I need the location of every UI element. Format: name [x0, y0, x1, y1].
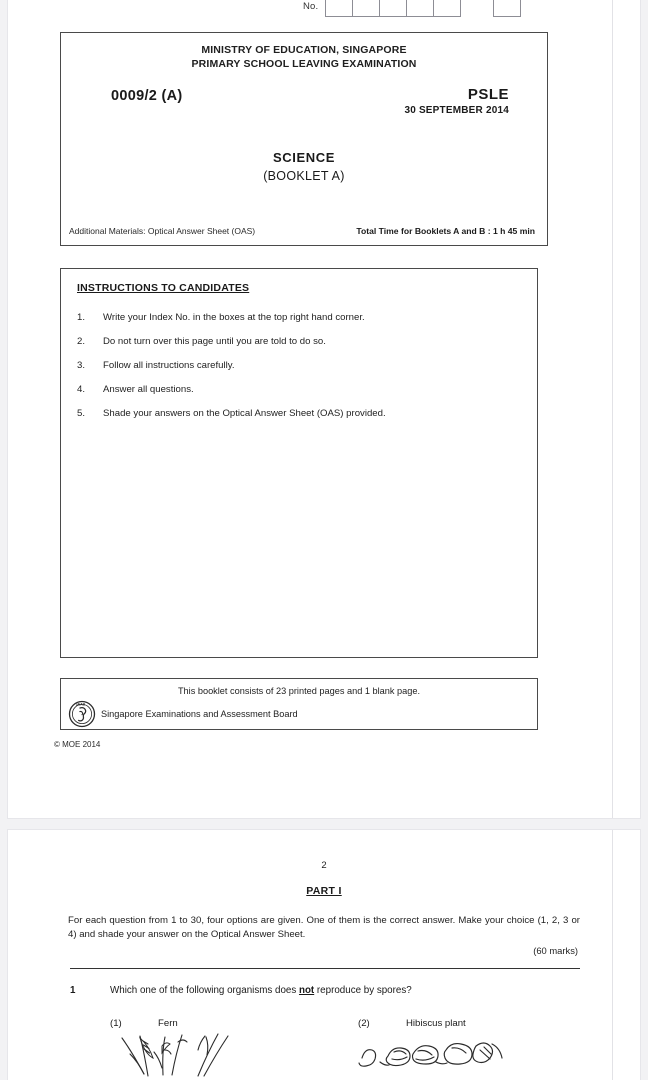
marks-note: (60 marks) — [533, 944, 578, 956]
ministry-line: MINISTRY OF EDUCATION, SINGAPORE — [201, 44, 407, 56]
part-heading: PART I — [306, 885, 342, 897]
index-cell[interactable] — [434, 0, 461, 16]
option-marker: (2) — [358, 1017, 370, 1029]
index-number-boxes[interactable] — [325, 0, 461, 17]
subject-title: SCIENCE — [273, 150, 335, 165]
paper-code-row — [61, 88, 547, 128]
part-instructions-line2: Make your choice (1, 2, 3 or 4) and shade your answer on the Optical Answer Sheet. — [68, 915, 580, 940]
question-text — [110, 985, 412, 996]
instruction-number: 2. — [77, 335, 86, 347]
instructions-heading: INSTRUCTIONS TO CANDIDATES — [77, 282, 250, 294]
instruction-number: 3. — [77, 359, 86, 371]
exam-header-box — [60, 32, 548, 246]
examination-line: PRIMARY SCHOOL LEAVING EXAMINATION — [191, 58, 417, 70]
instruction-item — [77, 312, 521, 325]
question-divider — [70, 968, 580, 969]
materials-row — [69, 226, 539, 236]
additional-materials: Additional Materials: Optical Answer Sheet (OAS) — [69, 226, 256, 236]
question-text-after: reproduce by spores? — [314, 984, 412, 996]
question-row — [70, 985, 580, 996]
option-item[interactable] — [358, 1018, 466, 1029]
index-extra-cell[interactable] — [493, 0, 521, 17]
svg-text:SEAB: SEAB — [75, 702, 86, 707]
instruction-text: Shade your answers on the Optical Answer Sheet (OAS) provided. — [103, 407, 386, 419]
total-time: Total Time for Booklets A and B : 1 h 45 min — [356, 226, 535, 236]
booklet-footer-box — [60, 678, 538, 730]
exam-short-name: PSLE — [467, 86, 509, 103]
hibiscus-drawing-icon — [358, 1032, 558, 1078]
instruction-text: Do not turn over this page until you are told to do so. — [103, 335, 326, 347]
question-emphasis: not — [298, 984, 315, 996]
exam-cover-page — [8, 0, 640, 818]
index-number-label: No. — [303, 1, 319, 12]
instruction-text: Answer all questions. — [103, 383, 194, 395]
instruction-item — [77, 384, 521, 397]
option-label-row — [110, 1018, 358, 1029]
booklet-title: (BOOKLET A) — [263, 169, 345, 183]
scan-seam — [612, 830, 613, 1080]
paper-code: 0009/2 (A) — [111, 88, 183, 104]
option-label-row — [358, 1018, 466, 1029]
copyright-notice: © MOE 2014 — [54, 740, 101, 749]
instruction-number: 5. — [77, 407, 86, 419]
page-number: 2 — [321, 860, 327, 871]
question-text-before: Which one of the following organisms does — [110, 984, 299, 996]
instruction-item — [77, 360, 521, 373]
exam-date: 30 SEPTEMBER 2014 — [404, 105, 509, 116]
scan-seam — [612, 0, 613, 818]
exam-part-one-page — [8, 830, 640, 1080]
option-item[interactable] — [110, 1018, 358, 1029]
fern-drawing-icon — [110, 1032, 300, 1078]
question-number: 1 — [70, 984, 76, 996]
instruction-text: Write your Index No. in the boxes at the top right hand corner. — [103, 312, 365, 323]
instruction-item — [77, 336, 521, 349]
index-cell[interactable] — [353, 0, 380, 16]
instruction-number: 4. — [77, 383, 86, 395]
instruction-number: 1. — [77, 312, 86, 323]
instructions-box — [60, 268, 538, 658]
index-cell[interactable] — [380, 0, 407, 16]
instruction-item — [77, 408, 521, 421]
booklet-pages-note: This booklet consists of 23 printed pages and 1 blank page. — [177, 686, 421, 696]
seab-board-name: Singapore Examinations and Assessment Board — [101, 709, 298, 719]
index-cell[interactable] — [407, 0, 434, 16]
option-label: Fern — [158, 1017, 178, 1029]
option-marker: (1) — [110, 1017, 122, 1029]
index-number-row — [303, 0, 521, 17]
part-instructions — [68, 914, 580, 942]
seab-logo-icon — [67, 699, 97, 729]
part-instructions-line1: For each question from 1 to 30, four options are given. One of them is the correct answer. — [68, 915, 456, 926]
question-options-row — [110, 1018, 640, 1029]
option-label: Hibiscus plant — [406, 1017, 466, 1029]
seab-row — [61, 699, 537, 729]
instruction-text: Follow all instructions carefully. — [103, 359, 235, 371]
index-cell[interactable] — [326, 0, 353, 16]
